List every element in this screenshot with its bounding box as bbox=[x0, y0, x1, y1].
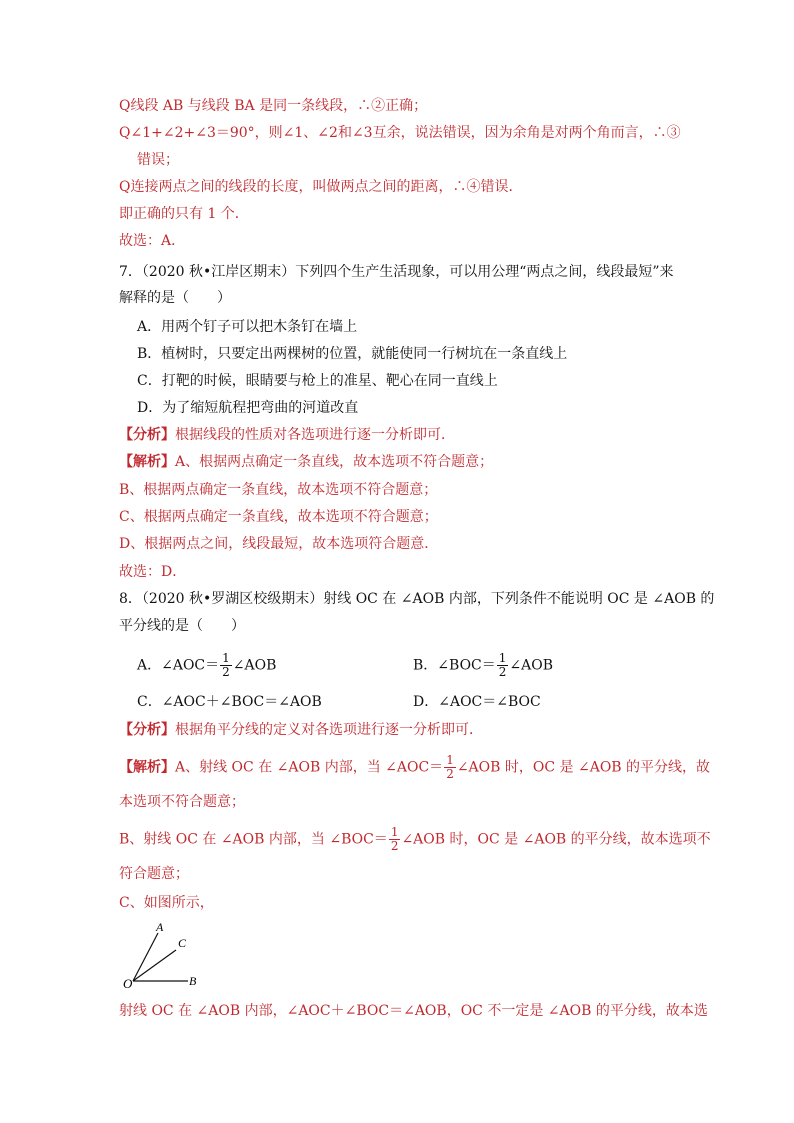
solution-line: 本选项不符合题意； bbox=[119, 794, 245, 810]
text-line: Q连接两点之间的线段的长度，叫做两点之间的距离，∴④错误． bbox=[119, 179, 523, 195]
label-c: C bbox=[178, 936, 187, 950]
fraction bbox=[497, 652, 509, 679]
fraction-numerator: 1 bbox=[498, 651, 507, 665]
solution-a-lhs: A、射线 OC 在 ∠AOB 内部，当 ∠AOC＝ bbox=[175, 759, 444, 776]
text-line: Q线段 AB 与线段 BA 是同一条线段，∴②正确； bbox=[119, 98, 428, 114]
fraction bbox=[220, 652, 232, 679]
analysis-text: 根据角平分线的定义对各选项进行逐一分析即可． bbox=[175, 722, 483, 738]
fraction bbox=[389, 826, 401, 853]
fraction-denominator: 2 bbox=[222, 665, 230, 679]
question-8-stem: 平分线的是（ ） bbox=[119, 618, 245, 634]
fraction bbox=[444, 754, 456, 781]
option-c: C．∠AOC＋∠BOC＝∠AOB bbox=[137, 694, 322, 710]
question-7-stem: 7．（2020 秋•江岸区期末）下列四个生产生活现象，可以用公理“两点之间，线段最短”来 bbox=[119, 264, 674, 280]
option-a-lhs: A．∠AOC＝ bbox=[137, 657, 220, 674]
question-8-stem: 8．（2020 秋•罗湖区校级期末）射线 OC 在 ∠AOB 内部，下列条件不能说明 OC 是 ∠AOB 的 bbox=[119, 591, 715, 607]
solution-line: C、根据两点确定一条直线，故本选项不符合题意； bbox=[119, 509, 438, 525]
solution-a-rhs: ∠AOB 时，OC 是 ∠AOB 的平分线，故 bbox=[456, 759, 711, 776]
ray-oa bbox=[133, 933, 158, 981]
fraction-numerator: 1 bbox=[222, 651, 230, 665]
text-line: 即正确的只有 1 个． bbox=[119, 206, 249, 222]
solution-text: A、根据两点确定一条直线，故本选项不符合题意； bbox=[175, 454, 494, 470]
solution-b-rhs: ∠AOB 时，OC 是 ∠AOB 的平分线，故本选项不 bbox=[401, 831, 711, 848]
text-line: Q∠1+∠2+∠3＝90°，则∠1、∠2和∠3互余，说法错误，因为余角是对两个角而言，∴③ bbox=[119, 125, 681, 141]
analysis-line bbox=[119, 425, 455, 445]
option-a-rhs: ∠AOB bbox=[232, 657, 277, 674]
solution-tag: 【解析】 bbox=[119, 759, 175, 776]
fraction-denominator: 2 bbox=[390, 839, 399, 853]
label-b: B bbox=[189, 974, 197, 988]
option-d: D．∠AOC＝∠BOC bbox=[413, 694, 541, 710]
answer-line: 故选：D． bbox=[119, 564, 187, 580]
solution-line: B、根据两点确定一条直线，故本选项不符合题意； bbox=[119, 482, 438, 498]
text-line: 错误； bbox=[137, 152, 179, 168]
solution-line: 符合题意； bbox=[119, 866, 189, 882]
option-c: C．打靶的时候，眼睛要与枪上的准星、靶心在同一直线上 bbox=[137, 373, 498, 389]
analysis-line bbox=[119, 720, 483, 740]
option-a bbox=[137, 652, 276, 679]
option-b: B．植树时，只要定出两棵树的位置，就能使同一行树坑在一条直线上 bbox=[137, 346, 568, 362]
fraction-numerator: 1 bbox=[390, 825, 399, 839]
option-b-lhs: B．∠BOC＝ bbox=[413, 657, 496, 674]
solution-line bbox=[119, 452, 493, 472]
option-b-rhs: ∠AOB bbox=[509, 657, 554, 674]
fraction-numerator: 1 bbox=[446, 753, 454, 767]
label-o: O bbox=[123, 976, 133, 990]
solution-line: D、根据两点之间，线段最短，故本选项符合题意． bbox=[119, 536, 439, 552]
fraction-denominator: 2 bbox=[498, 665, 507, 679]
analysis-text: 根据线段的性质对各选项进行逐一分析即可． bbox=[175, 427, 455, 443]
analysis-tag: 【分析】 bbox=[119, 722, 175, 738]
solution-line: 射线 OC 在 ∠AOB 内部，∠AOC＋∠BOC＝∠AOB，OC 不一定是 ∠AOB 的平分线，故本选 bbox=[119, 1003, 708, 1019]
question-7-stem: 解释的是（ ） bbox=[119, 290, 231, 306]
text-line: 故选：A． bbox=[119, 233, 186, 249]
label-a: A bbox=[156, 920, 164, 934]
solution-line bbox=[119, 754, 710, 781]
fraction-denominator: 2 bbox=[446, 767, 454, 781]
solution-b-lhs: B、射线 OC 在 ∠AOB 内部，当 ∠BOC＝ bbox=[119, 831, 388, 848]
ray-oc bbox=[133, 950, 176, 981]
option-a: A．用两个钉子可以把木条钉在墙上 bbox=[137, 319, 358, 335]
option-d: D．为了缩短航程把弯曲的河道改直 bbox=[137, 400, 359, 416]
solution-tag: 【解析】 bbox=[119, 454, 175, 470]
option-b bbox=[413, 652, 553, 679]
analysis-tag: 【分析】 bbox=[119, 427, 175, 443]
solution-line: C、如图所示， bbox=[119, 895, 214, 911]
angle-figure bbox=[120, 918, 210, 990]
solution-line bbox=[119, 826, 711, 853]
